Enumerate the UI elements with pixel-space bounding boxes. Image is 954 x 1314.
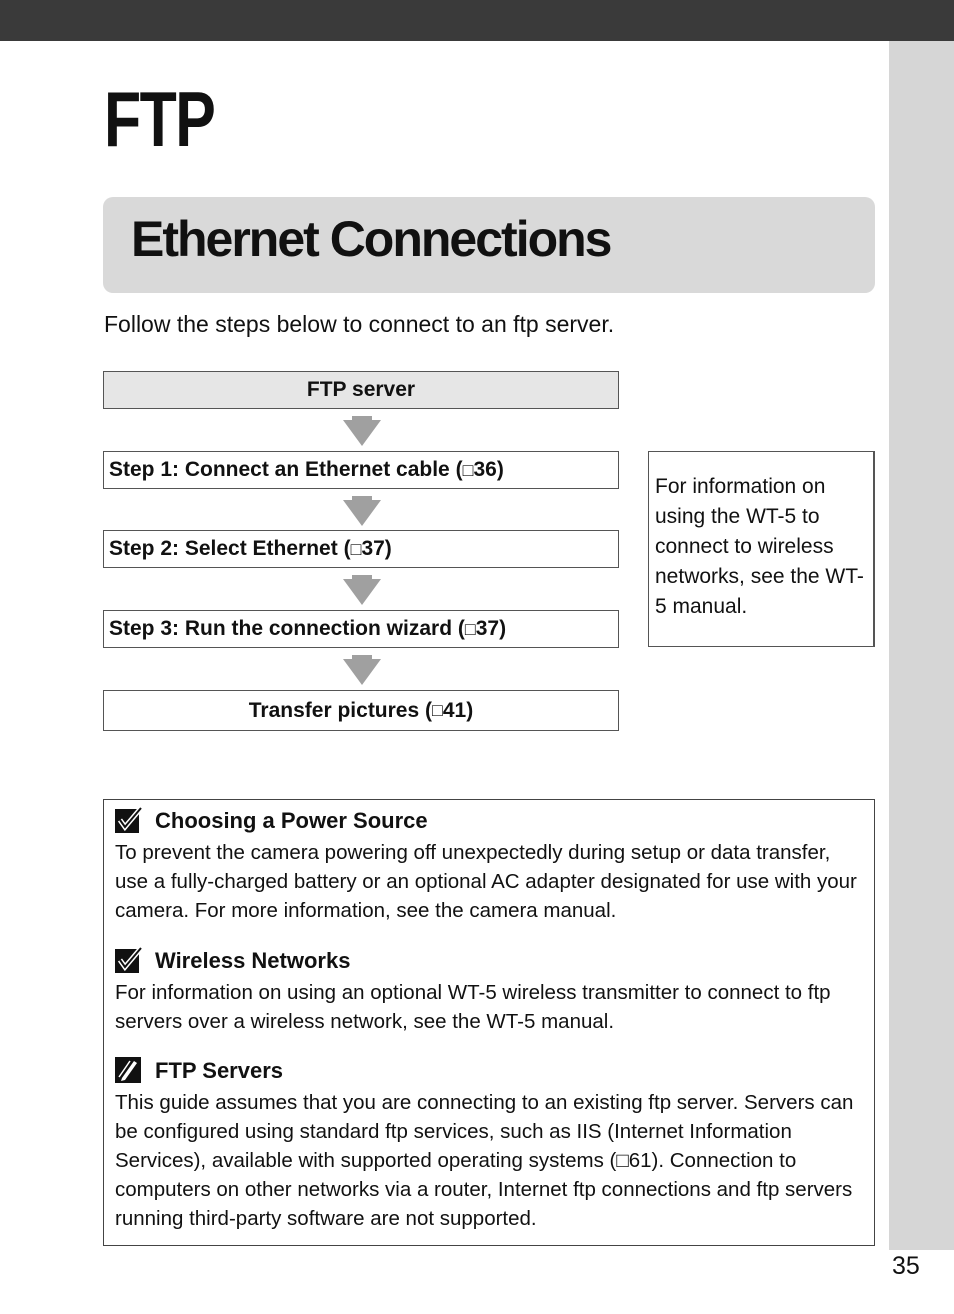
flow-step-3 bbox=[103, 610, 619, 648]
note-body: This guide assumes that you are connecting to an existing ftp server. Servers can be configured using standard ftp services, such as IIS (Internet Information Services), available with supported operating systems (□61). Connection to computers on other networks via a router, Internet ftp connections and ftp servers running third-party software are not supported. bbox=[115, 1091, 854, 1230]
book-reference-icon: □ bbox=[350, 538, 362, 559]
book-reference-icon: □ bbox=[432, 700, 443, 720]
book-reference-icon: □ bbox=[462, 459, 474, 480]
note-title: Wireless Networks bbox=[155, 948, 351, 973]
note-body: To prevent the camera powering off unexpectedly during setup or data transfer, use a fully-charged battery or an optional AC adapter designated for use with your camera. For more information, see the camera manual. bbox=[115, 841, 857, 922]
note-body: For information on using an optional WT-5 wireless transmitter to connect to ftp servers over a wireless network, see the WT-5 manual. bbox=[115, 981, 831, 1033]
flow-ftp-server-label: FTP server bbox=[306, 378, 416, 401]
side-tab bbox=[889, 41, 954, 1250]
notes-box bbox=[103, 799, 875, 1246]
note-title: Choosing a Power Source bbox=[155, 808, 428, 833]
flow-final-ref: 41 bbox=[442, 698, 467, 722]
flow-step-3-label: Step 3: Run the connection wizard ( bbox=[109, 617, 465, 640]
page-number: 35 bbox=[892, 1252, 920, 1280]
caution-check-icon bbox=[115, 947, 143, 975]
note-ftp-servers bbox=[115, 1056, 867, 1233]
flow-step-2-label: Step 2: Select Ethernet ( bbox=[109, 537, 351, 560]
book-reference-icon: □ bbox=[464, 618, 476, 639]
flow-step-2-close: ) bbox=[384, 537, 392, 560]
caution-check-icon bbox=[115, 807, 143, 835]
side-note: For information on using the WT-5 to connect to wireless networks, see the WT-5 manual. bbox=[648, 451, 875, 647]
flow-final-close: ) bbox=[466, 698, 474, 722]
flow-step-1-close: ) bbox=[496, 458, 504, 481]
note-power-source bbox=[115, 806, 867, 925]
note-wireless-networks bbox=[115, 946, 867, 1036]
flow-final-label: Transfer pictures ( bbox=[248, 698, 432, 722]
flow-step-1-label: Step 1: Connect an Ethernet cable ( bbox=[109, 458, 463, 481]
flow-arrow-down-icon bbox=[343, 416, 381, 446]
flow-step-1 bbox=[103, 451, 619, 489]
flow-step-2 bbox=[103, 530, 619, 568]
intro-text: Follow the steps below to connect to an ftp server. bbox=[104, 311, 615, 337]
flow-step-1-ref: 36 bbox=[473, 458, 497, 481]
flow-step-3-ref: 37 bbox=[475, 617, 500, 640]
flow-arrow-down-icon bbox=[343, 496, 381, 526]
flow-arrow-down-icon bbox=[343, 575, 381, 605]
section-title: Ethernet Connections bbox=[131, 211, 611, 267]
flow-step-3-close: ) bbox=[499, 617, 507, 640]
flow-step-2-ref: 37 bbox=[361, 537, 385, 560]
top-bar bbox=[0, 0, 954, 41]
pencil-note-icon bbox=[115, 1057, 143, 1085]
chapter-title: FTP bbox=[104, 75, 215, 163]
flow-transfer-pictures bbox=[103, 690, 619, 731]
flow-arrow-down-icon bbox=[343, 655, 381, 685]
section-band bbox=[103, 197, 875, 293]
flow-ftp-server bbox=[103, 371, 619, 409]
note-title: FTP Servers bbox=[155, 1058, 284, 1083]
